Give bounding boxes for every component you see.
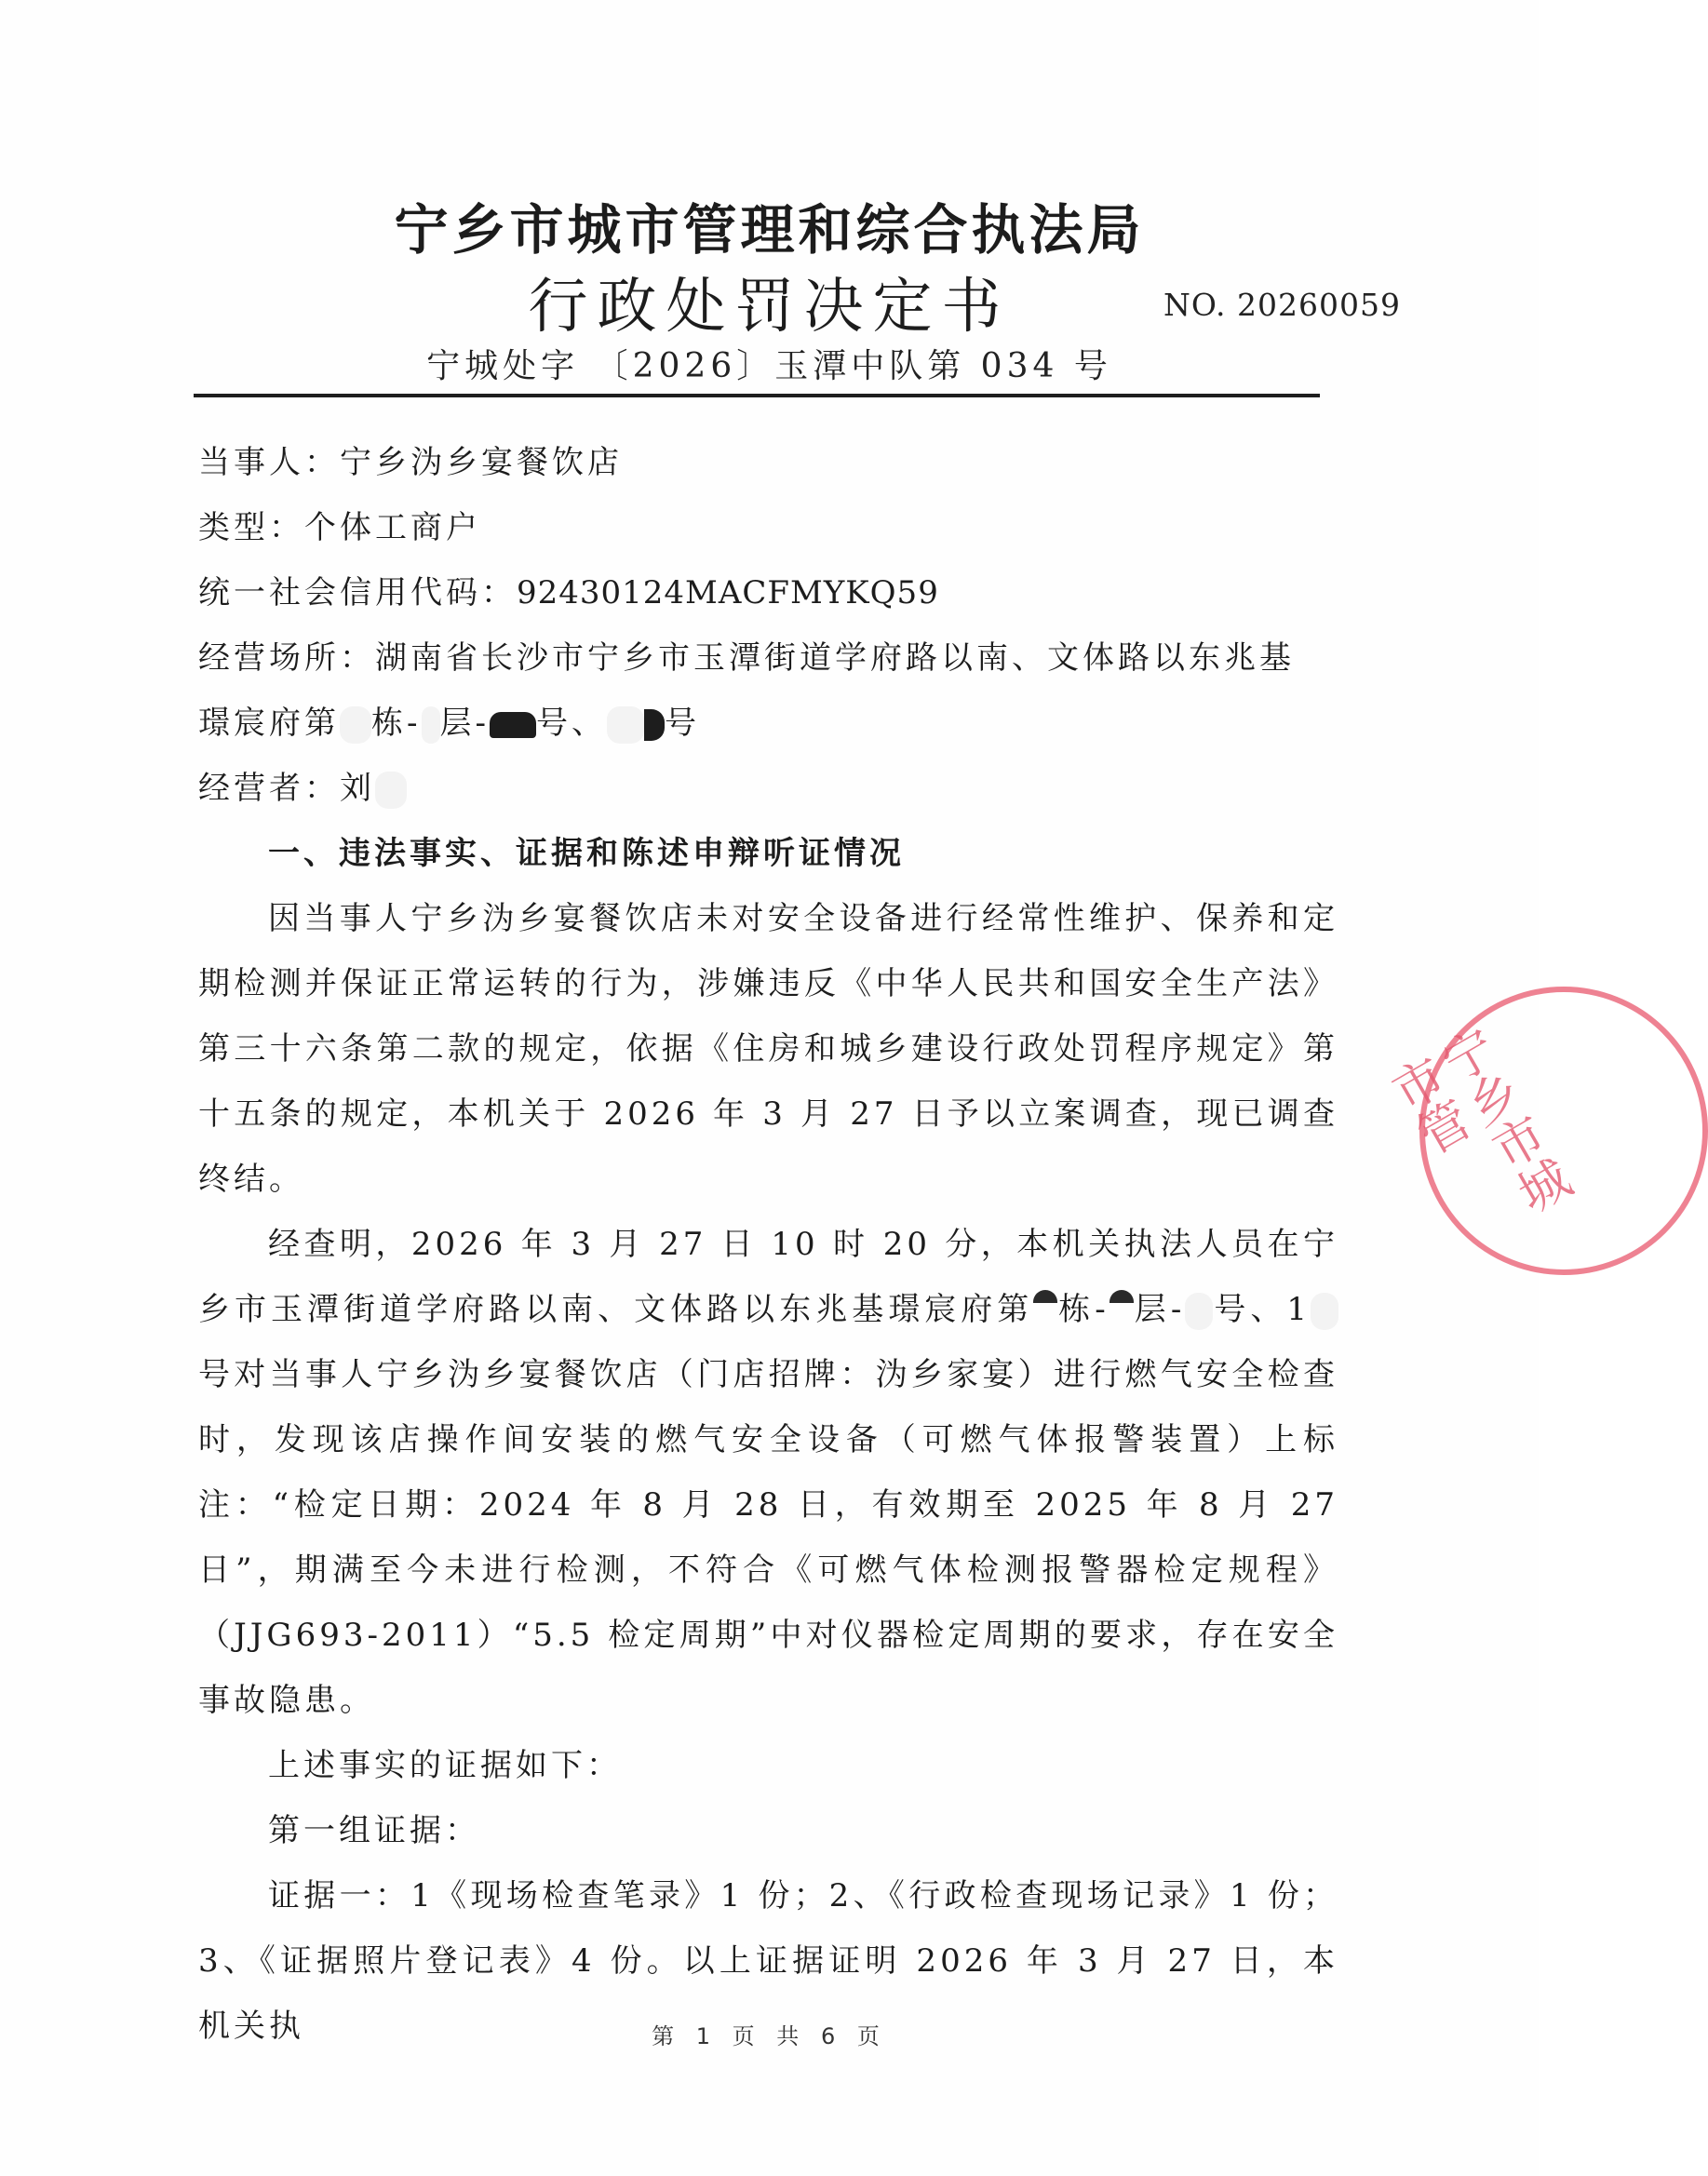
address-text: 栋- <box>371 705 422 742</box>
official-seal-text: 宁乡市城市管 <box>1377 1019 1579 1224</box>
address-text: 号、 <box>536 705 607 742</box>
redaction-mark <box>490 712 536 738</box>
evidence-intro: 上述事实的证据如下： <box>268 1747 622 1784</box>
credit-code-label: 统一社会信用代码： <box>198 574 517 611</box>
party-type-label: 类型： <box>198 509 304 546</box>
credit-code-line <box>198 560 1338 625</box>
redaction-mark <box>607 706 644 744</box>
operator-label: 经营者： <box>198 770 340 807</box>
redaction-mark <box>340 706 371 744</box>
address-text: 层- <box>439 705 490 742</box>
findings-text: 号、1 <box>1213 1291 1311 1328</box>
redaction-mark <box>375 772 407 809</box>
party-type: 个体工商户 <box>304 509 481 546</box>
address-line <box>198 625 1338 691</box>
paragraph-findings <box>198 1212 1338 1733</box>
findings-text: 号对当事人宁乡沩乡宴餐饮店（门店招牌：沩乡家宴）进行燃气安全检查时，发现该店操作间安装的燃气安全设备（可燃气体报警装置）上标注：“检定日期：2024 年 8 月 28 日，有效期至 2025 年 8 月 27 日”，期满至今未进行检测，不符合《可燃气体检测报警器检定规程》（JJG693-2011）“5.5 检定周期”中对仪器检定周期的要求，存在安全事故隐患。 <box>198 1356 1338 1719</box>
party-type-line <box>198 495 1338 560</box>
page-indicator: 第 1 页 共 6 页 <box>652 2023 887 2049</box>
header-divider <box>194 394 1320 397</box>
address-text: 号 <box>665 705 700 742</box>
evidence-group-heading: 第一组证据： <box>268 1812 480 1849</box>
paragraph-case-filing: 因当事人宁乡沩乡宴餐饮店未对安全设备进行经常性维护、保养和定期检测并保证正常运转的行为，涉嫌违反《中华人民共和国安全生产法》第三十六条第二款的规定，依据《住房和城乡建设行政处罚程序规定》第十五条的规定，本机关于 2026 年 3 月 27 日予以立案调查，现已调查终结。 <box>198 900 1338 1198</box>
operator-name: 刘 <box>340 770 375 807</box>
party-name: 宁乡沩乡宴餐饮店 <box>340 444 623 481</box>
operator-line <box>198 756 1338 821</box>
issuing-agency: 宁乡市城市管理和综合执法局 <box>394 198 1145 262</box>
address-line-2 <box>198 691 1338 756</box>
party-name-label: 当事人： <box>198 444 340 481</box>
redaction-mark <box>1033 1290 1057 1303</box>
document-body <box>198 430 1338 2059</box>
findings-text: 经查明，2026 年 3 月 27 日 10 时 20 分，本机关执法人员在宁乡市玉潭街道学府路以南、文体路以东兆基璟宸府第 <box>198 1226 1338 1328</box>
section-heading: 一、违法事实、证据和陈述申辩听证情况 <box>268 835 905 872</box>
redaction-mark <box>1311 1293 1338 1330</box>
findings-text: 栋- <box>1057 1291 1110 1328</box>
document-title: 行政处罚决定书 <box>528 273 1011 342</box>
redaction-mark <box>422 706 440 744</box>
document-number: NO. 20260059 <box>1163 287 1401 323</box>
redaction-mark <box>1110 1290 1134 1303</box>
address-label: 经营场所： <box>198 639 375 677</box>
address-text: 璟宸府第 <box>198 705 340 742</box>
findings-text: 层- <box>1133 1291 1186 1328</box>
credit-code: 92430124MACFMYKQ59 <box>517 574 939 611</box>
case-number: 宁城处字 〔2026〕玉潭中队第 034 号 <box>426 347 1112 385</box>
address-line1: 湖南省长沙市宁乡市玉潭街道学府路以南、文体路以东兆基 <box>375 639 1295 677</box>
redaction-mark <box>1185 1293 1213 1330</box>
party-name-line <box>198 430 1338 495</box>
redaction-mark <box>644 709 665 741</box>
evidence-item: 证据一：1《现场检查笔录》1 份；2、《行政检查现场记录》1 份；3、《证据照片登记表》4 份。以上证据证明 2026 年 3 月 27 日，本机关执 <box>198 1877 1338 2045</box>
